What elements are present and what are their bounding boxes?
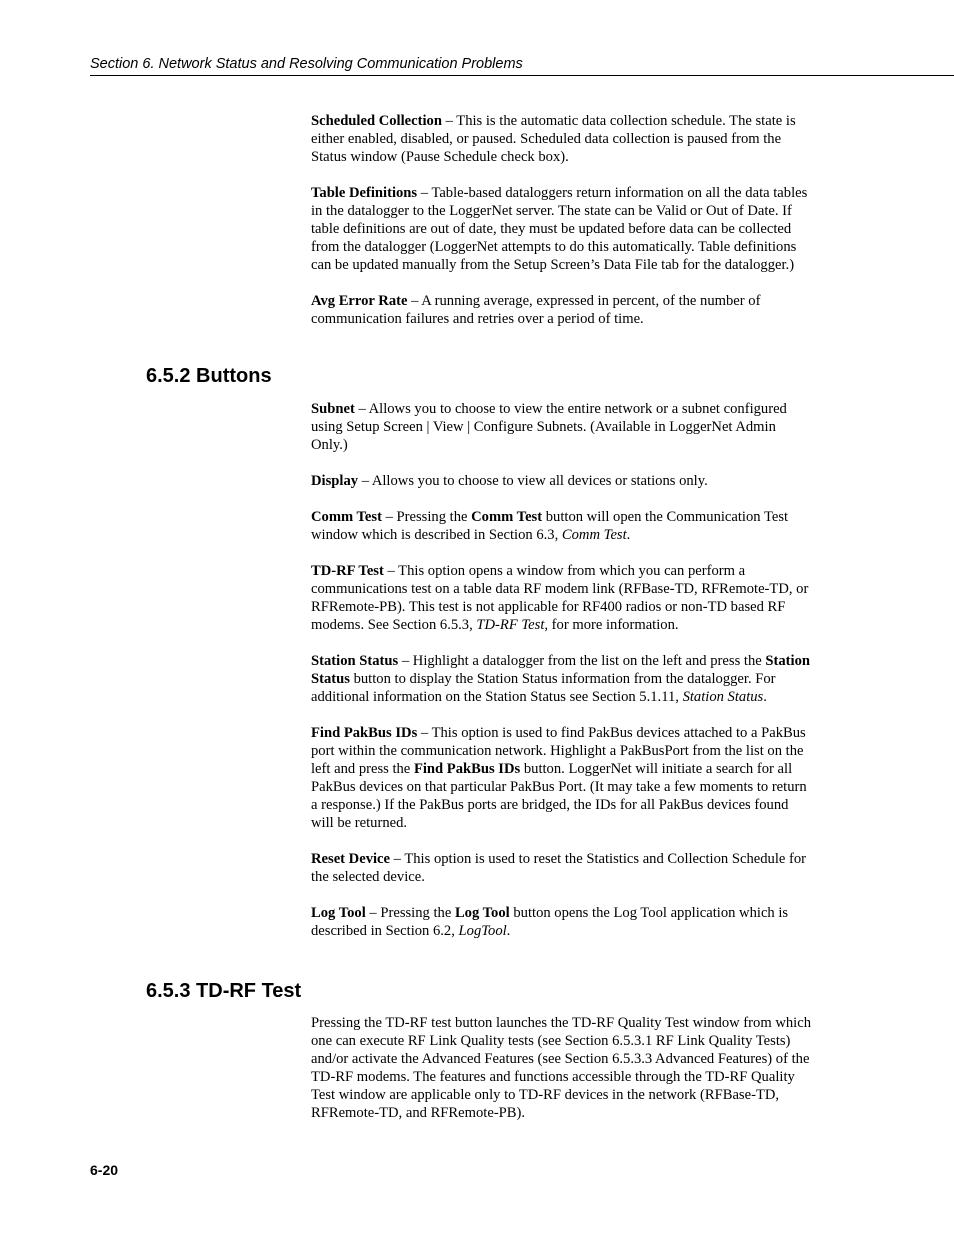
definition-text: . — [506, 923, 511, 939]
definition-text: – This is the automatic data collection schedule. The state is either enabled, disabled, or paused. Scheduled data collection is paused from the Status window (Pause Schedule check box). — [311, 113, 796, 165]
definition-text: – Allows you to choose to view all devices or stations only. — [358, 473, 708, 489]
definition-text: . — [626, 527, 631, 543]
tdrf-paragraph: Pressing the TD-RF test button launches the TD-RF Quality Test window from which one can execute RF Link Quality tests (see Section 6.5.3.1 RF Link Quality Tests) and/or activate the Advanced Features (see Section 6.5.3.3 Advanced Features) of the TD-RF modems. The features and functions accessible through the TD-RF Quality Test window are applicable only to TD-RF devices in the network (RFBase-TD, RFRemote-TD, and RFRemote-PB). — [311, 1015, 811, 1121]
definition-text: – Highlight a datalogger from the list on the left and press the — [398, 653, 766, 669]
running-header: Section 6. Network Status and Resolving Communication Problems — [90, 56, 954, 76]
definition-avg-error-rate — [311, 292, 811, 328]
definition-display — [311, 472, 811, 490]
definition-reset-device — [311, 850, 811, 886]
definition-text: button to display the Station Status information from the datalogger. For additional information on the Station Status see Section 5.1.11, — [311, 671, 776, 705]
definition-text: – This option is used to reset the Statistics and Collection Schedule for the selected device. — [311, 851, 807, 885]
page-number: 6-20 — [90, 1162, 119, 1178]
definition-scheduled-collection — [311, 112, 811, 166]
term: TD-RF Test — [311, 563, 384, 579]
buttons-definitions — [311, 400, 811, 958]
term: Log Tool — [311, 905, 366, 921]
term: Station Status — [311, 653, 399, 669]
heading-buttons: 6.5.2 Buttons — [146, 365, 272, 387]
inline-italic: Comm Test — [561, 527, 627, 543]
definition-text: – This option is used to find PakBus devices attached to a PakBus port within the communication network. Highlight a PakBusPort from the list on the left and press the — [311, 725, 806, 777]
definition-station-status — [311, 652, 811, 706]
term: Display — [311, 473, 359, 489]
inline-bold: Find PakBus IDs — [413, 761, 521, 777]
tdrf-body — [311, 1014, 811, 1140]
definition-log-tool — [311, 904, 811, 940]
definition-text: – Allows you to choose to view the entire network or a subnet configured using Setup Screen | View | Configure Subnets. (Available in LoggerNet Admin Only.) — [311, 401, 787, 453]
definition-text: , for more information. — [544, 617, 679, 633]
inline-italic: TD-RF Test — [476, 617, 545, 633]
definition-find-pakbus-ids — [311, 724, 811, 832]
term: Avg Error Rate — [311, 293, 408, 309]
definition-text: button opens the Log Tool application which is described in Section 6.2, — [311, 905, 789, 939]
term: Reset Device — [311, 851, 391, 867]
definition-text: – Pressing the — [381, 509, 472, 525]
definition-subnet — [311, 400, 811, 454]
term: Scheduled Collection — [311, 113, 442, 129]
inline-bold: Station Status — [311, 653, 810, 687]
definition-text: – Pressing the — [365, 905, 455, 921]
term: Find PakBus IDs — [311, 725, 418, 741]
intro-definitions — [311, 112, 811, 346]
term: Subnet — [311, 401, 355, 417]
definition-text: – A running average, expressed in percent, of the number of communication failures and retries over a period of time. — [311, 293, 761, 327]
definition-comm-test — [311, 508, 811, 544]
definition-text: button. LoggerNet will initiate a search for all PakBus devices on that particular PakBus Port. (It may take a few moments to return a response.) If the PakBus ports are bridged, the IDs for all PakBus devices found will be returned. — [311, 761, 807, 831]
definition-text: . — [763, 689, 767, 705]
term: Comm Test — [311, 509, 382, 525]
definition-text: – This option opens a window from which you can perform a communications test on a table data RF modem link (RFBase-TD, RFRemote-TD, or RFRemote-PB). This test is not applicable for RF400 radios or non-TD based RF modems. See Section 6.5.3, — [311, 563, 809, 633]
definition-tdrf-test — [311, 562, 811, 634]
definition-text: button will open the Communication Test window which is described in Section 6.3, — [311, 509, 789, 543]
heading-tdrf-test: 6.5.3 TD-RF Test — [146, 980, 302, 1002]
inline-bold: Comm Test — [471, 509, 543, 525]
definition-text: – Table-based dataloggers return information on all the data tables in the datalogger to the LoggerNet server. The state can be Valid or Out of Date. If table definitions are out of date, they must be updated before data can be collected from the datalogger (LoggerNet attempts to do this automatically. Table definitions can be updated manually from the Setup Screen’s Data File tab for the datalogger.) — [311, 185, 808, 273]
inline-italic: Station Status — [682, 689, 764, 705]
inline-bold: Log Tool — [454, 905, 510, 921]
inline-italic: LogTool — [458, 923, 507, 939]
term: Table Definitions — [311, 185, 418, 201]
definition-table-definitions — [311, 184, 811, 274]
